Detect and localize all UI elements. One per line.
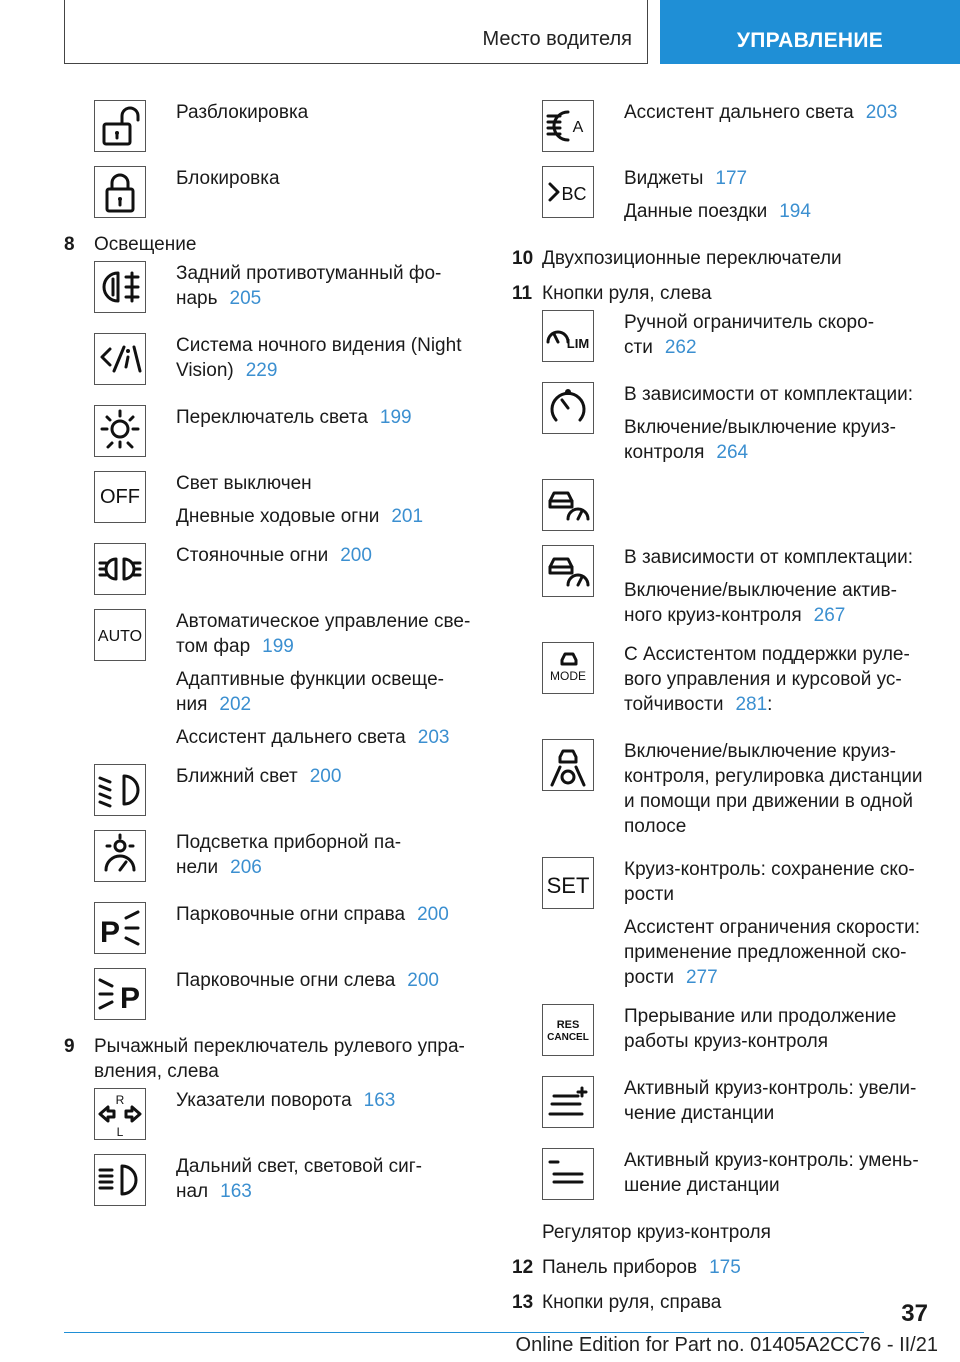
description-text: Разблокировка <box>176 102 309 123</box>
turn-signal-icon <box>94 1088 146 1140</box>
description-text: Vision) <box>176 360 234 381</box>
description-text: полосе <box>624 816 687 837</box>
entry-description <box>624 857 920 998</box>
control-entry <box>64 405 476 457</box>
description-line <box>624 166 811 191</box>
description-line <box>176 504 423 529</box>
description-text: Виджеты <box>624 168 704 189</box>
svg-text:AUTO: AUTO <box>97 628 143 645</box>
control-entry <box>512 642 932 725</box>
description-line <box>176 968 439 993</box>
control-entry <box>512 1076 932 1134</box>
svg-text:MODE: MODE <box>550 669 586 683</box>
description-text: Прерывание или продолжение <box>624 1006 897 1027</box>
entry-description <box>176 764 341 816</box>
control-entry <box>64 902 476 954</box>
description-line <box>176 830 401 880</box>
description-text: Автоматическое управление све- <box>176 611 471 632</box>
svg-text:P: P <box>99 916 121 949</box>
control-entry <box>512 545 932 636</box>
description-text: чение дистанции <box>624 1103 775 1124</box>
description-text: Включение/выключение круиз- <box>624 417 896 438</box>
description-text: Подсветка приборной па- <box>176 832 402 853</box>
description-line <box>176 333 461 383</box>
item-number: 9 <box>64 1036 75 1057</box>
description-line <box>624 642 910 717</box>
description-text: ного круиз-контроля <box>624 605 802 626</box>
set-icon <box>542 857 594 909</box>
item-number: 10 <box>512 248 534 269</box>
parking-lights-icon <box>94 543 146 595</box>
description-text: вого управления и курсовой ус- <box>624 669 902 690</box>
description-text: Парковочные огни справа <box>176 904 406 925</box>
page-reference-link[interactable]: 199 <box>262 636 294 657</box>
distance-plus-icon <box>542 1076 594 1128</box>
svg-text:CANCEL: CANCEL <box>547 1032 589 1043</box>
control-entry <box>64 333 476 391</box>
description-line <box>176 764 341 789</box>
page-reference-link[interactable]: 201 <box>391 506 424 527</box>
svg-text:OFF: OFF <box>100 486 140 508</box>
entry-description <box>624 310 874 368</box>
description-text: Включение/выключение круиз- <box>624 741 896 762</box>
page-reference-link[interactable]: 277 <box>685 967 718 988</box>
page-reference-link[interactable]: 199 <box>379 407 412 428</box>
item-title: Освещение <box>94 234 197 255</box>
page-reference-link[interactable]: 262 <box>664 337 697 358</box>
control-entry <box>64 100 476 152</box>
speed-limiter-icon <box>542 310 594 362</box>
item-title: Кнопки руля, справа <box>542 1292 722 1313</box>
description-line <box>624 578 913 628</box>
control-entry <box>512 1148 932 1206</box>
control-entry <box>64 1088 476 1140</box>
unlock-icon <box>94 100 146 152</box>
description-line <box>624 199 811 224</box>
description-line <box>624 545 913 570</box>
description-line <box>176 543 372 568</box>
description-line <box>624 1076 916 1126</box>
description-text: Стояночные огни <box>176 545 329 566</box>
cruise-regulator-label: Регулятор круиз-контроля <box>542 1222 771 1243</box>
control-entry <box>512 857 932 998</box>
distance-minus-icon <box>542 1148 594 1200</box>
description-text: Ассистент дальнего света <box>624 102 854 123</box>
entry-description <box>176 261 441 319</box>
control-entry <box>512 739 932 847</box>
description-text: Данные поездки <box>624 201 768 222</box>
svg-text:P: P <box>119 982 141 1015</box>
entry-description <box>176 830 401 888</box>
entry-description <box>176 333 461 391</box>
entry-description <box>624 1004 896 1062</box>
svg-text:L: L <box>116 1125 124 1138</box>
description-text: Ручной ограничитель скоро- <box>624 312 875 333</box>
lock-icon <box>94 166 146 218</box>
description-text: Парковочные огни слева <box>176 970 396 991</box>
entry-description <box>624 166 811 232</box>
control-entry <box>64 764 476 816</box>
high-beam-assistant-icon <box>542 100 594 152</box>
page-reference-link[interactable]: 200 <box>417 904 449 925</box>
description-line <box>176 100 308 125</box>
control-entry <box>512 166 932 232</box>
page-reference-link[interactable]: 200 <box>309 766 342 787</box>
item-title: Кнопки руля, слева <box>542 283 712 304</box>
low-beam-icon <box>94 764 146 816</box>
control-entry <box>64 830 476 888</box>
svg-text:R: R <box>115 1093 125 1107</box>
res-cancel-icon <box>542 1004 594 1056</box>
control-entry <box>512 382 932 473</box>
page-reference-link[interactable]: 177 <box>715 168 748 189</box>
entry-description <box>176 100 308 152</box>
footer-edition: Online Edition for Part no. 01405A2CC76 - II/21 <box>515 1334 938 1356</box>
description-text: применение предложенной ско- <box>624 942 907 963</box>
description-line <box>176 261 441 311</box>
entry-description <box>176 471 423 537</box>
section-title: Место водителя <box>482 28 632 50</box>
svg-text:RES: RES <box>556 1019 580 1031</box>
description-text: Дневные ходовые огни <box>176 506 380 527</box>
left-column <box>64 100 476 1226</box>
description-text: работы круиз-контроля <box>624 1031 828 1052</box>
description-text: Активный круиз-контроль: умень- <box>624 1150 919 1171</box>
chapter-tab[interactable]: УПРАВЛЕНИЕ <box>660 0 960 64</box>
description-text: Указатели поворота <box>176 1090 352 1111</box>
control-entry <box>64 543 476 595</box>
description-line <box>176 405 412 430</box>
control-entry <box>512 1004 932 1062</box>
description-text: шение дистанции <box>624 1175 780 1196</box>
description-line <box>176 1088 395 1113</box>
control-entry <box>64 166 476 218</box>
svg-text:LIM: LIM <box>566 336 590 351</box>
description-line <box>176 166 280 191</box>
night-vision-icon <box>94 333 146 385</box>
suffix-text: : <box>767 694 773 715</box>
description-text: Адаптивные функции освеще- <box>176 669 444 690</box>
description-text: Ассистент дальнего света <box>176 727 406 748</box>
page-reference-link[interactable]: 281 <box>735 694 768 715</box>
entry-description <box>624 1148 919 1206</box>
description-line <box>176 609 470 659</box>
description-text: контроля, регулировка дистанции <box>624 766 923 787</box>
description-line <box>624 382 913 407</box>
rear-fog-light-icon <box>94 261 146 313</box>
page-reference-link[interactable]: 206 <box>230 857 262 878</box>
page-reference-link[interactable]: 229 <box>245 360 278 381</box>
numbered-item <box>64 232 476 257</box>
description-line <box>176 1154 422 1204</box>
page-reference-link[interactable]: 202 <box>219 694 252 715</box>
page-reference-link[interactable]: 194 <box>779 201 811 222</box>
description-text: рости <box>624 884 674 905</box>
entry-description <box>176 543 372 595</box>
entry-description <box>176 405 412 457</box>
item-number: 11 <box>512 283 533 304</box>
parking-light-right-icon <box>94 902 146 954</box>
description-line <box>624 915 920 990</box>
description-text: Ближний свет <box>176 766 298 787</box>
description-text: Дальний свет, световой сиг- <box>176 1156 422 1177</box>
description-line <box>624 415 913 465</box>
page-number: 37 <box>901 1300 928 1327</box>
item-number: 12 <box>512 1257 534 1278</box>
description-line <box>624 310 874 360</box>
description-line <box>176 902 449 927</box>
right-column <box>512 100 932 1315</box>
control-entry <box>512 310 932 368</box>
control-entry <box>64 261 476 319</box>
description-text: контроля <box>624 442 705 463</box>
lane-assist-icon <box>542 739 594 791</box>
mode-icon <box>542 642 594 694</box>
description-text: Свет выключен <box>176 473 312 494</box>
description-line <box>176 667 470 717</box>
description-text: Активный круиз-контроль: увели- <box>624 1078 917 1099</box>
page-reference-link[interactable]: 205 <box>229 288 262 309</box>
item-title: Двухпозиционные переключатели <box>542 248 842 269</box>
description-text: В зависимости от комплектации: <box>624 384 913 405</box>
description-line <box>624 100 897 125</box>
description-line <box>176 471 423 496</box>
description-line <box>624 857 920 907</box>
page-reference-link[interactable]: 267 <box>813 605 846 626</box>
page-reference-link[interactable]: 163 <box>220 1181 252 1202</box>
entry-description <box>176 1088 395 1140</box>
description-line <box>624 739 922 839</box>
cruise-control-icon <box>542 382 594 434</box>
description-text: Переключатель света <box>176 407 368 428</box>
entry-description <box>624 382 913 473</box>
description-text: Система ночного видения (Night <box>176 335 462 356</box>
svg-text:BC: BC <box>561 184 587 204</box>
numbered-item <box>512 1290 932 1315</box>
entry-description <box>176 609 470 758</box>
svg-text:SET: SET <box>546 873 590 898</box>
high-beam-icon <box>94 1154 146 1206</box>
entry-description <box>176 968 439 1020</box>
numbered-item <box>512 281 932 306</box>
instrument-lighting-icon <box>94 830 146 882</box>
off-icon <box>94 471 146 523</box>
description-text: ния <box>176 694 208 715</box>
page-reference-link[interactable]: 264 <box>716 442 749 463</box>
footer-divider <box>64 1332 864 1333</box>
svg-text:A: A <box>572 119 584 136</box>
page-reference-link[interactable]: 200 <box>407 970 439 991</box>
entry-description <box>624 1076 916 1134</box>
description-line <box>176 725 470 750</box>
control-entry <box>64 609 476 758</box>
control-entry <box>64 471 476 537</box>
page-reference-link[interactable]: 163 <box>363 1090 396 1111</box>
description-text: Ассистент ограничения скорости: <box>624 917 921 938</box>
entry-description <box>624 642 910 725</box>
parking-light-left-icon <box>94 968 146 1020</box>
entry-description <box>624 739 922 847</box>
numbered-item <box>64 1034 476 1084</box>
light-switch-icon <box>94 405 146 457</box>
description-text: тойчивости <box>624 694 724 715</box>
description-text: рости <box>624 967 674 988</box>
entry-description <box>176 166 280 218</box>
item-number: 8 <box>64 234 75 255</box>
page-reference-link[interactable]: 200 <box>340 545 372 566</box>
bc-icon <box>542 166 594 218</box>
description-text: С Ассистентом поддержки руле- <box>624 644 910 665</box>
entry-description <box>624 100 897 152</box>
item-title: Панель приборов 175 <box>542 1257 741 1278</box>
description-text: Включение/выключение актив- <box>624 580 897 601</box>
active-cruise-icon <box>542 479 594 531</box>
control-entry <box>512 100 932 152</box>
control-entry <box>64 968 476 1020</box>
active-cruise-icon-2 <box>542 545 594 597</box>
control-entry <box>512 479 932 531</box>
page-reference-link[interactable]: 203 <box>417 727 450 748</box>
description-text: том фар <box>176 636 251 657</box>
description-line <box>624 1004 896 1054</box>
description-text: Блокировка <box>176 168 280 189</box>
description-text: В зависимости от комплектации: <box>624 547 913 568</box>
numbered-item <box>512 246 932 271</box>
numbered-item <box>512 1255 932 1280</box>
entry-description <box>176 902 449 954</box>
page-reference-link[interactable]: 203 <box>865 102 898 123</box>
description-text: нарь <box>176 288 218 309</box>
item-title: Рычажный переключатель рулевого упра- вления, слева <box>94 1036 465 1082</box>
entry-description <box>176 1154 422 1212</box>
description-line <box>624 1148 919 1198</box>
page-reference-link[interactable]: 175 <box>709 1257 741 1278</box>
description-text: сти <box>624 337 653 358</box>
description-text: и помощи при движении в одной <box>624 791 913 812</box>
control-entry <box>64 1154 476 1212</box>
description-text: Круиз-контроль: сохранение ско- <box>624 859 915 880</box>
description-text: нели <box>176 857 219 878</box>
description-text: Задний противотуманный фо- <box>176 263 442 284</box>
description-text: нал <box>176 1181 209 1202</box>
item-number: 13 <box>512 1292 534 1313</box>
auto-icon <box>94 609 146 661</box>
entry-description <box>624 545 913 636</box>
